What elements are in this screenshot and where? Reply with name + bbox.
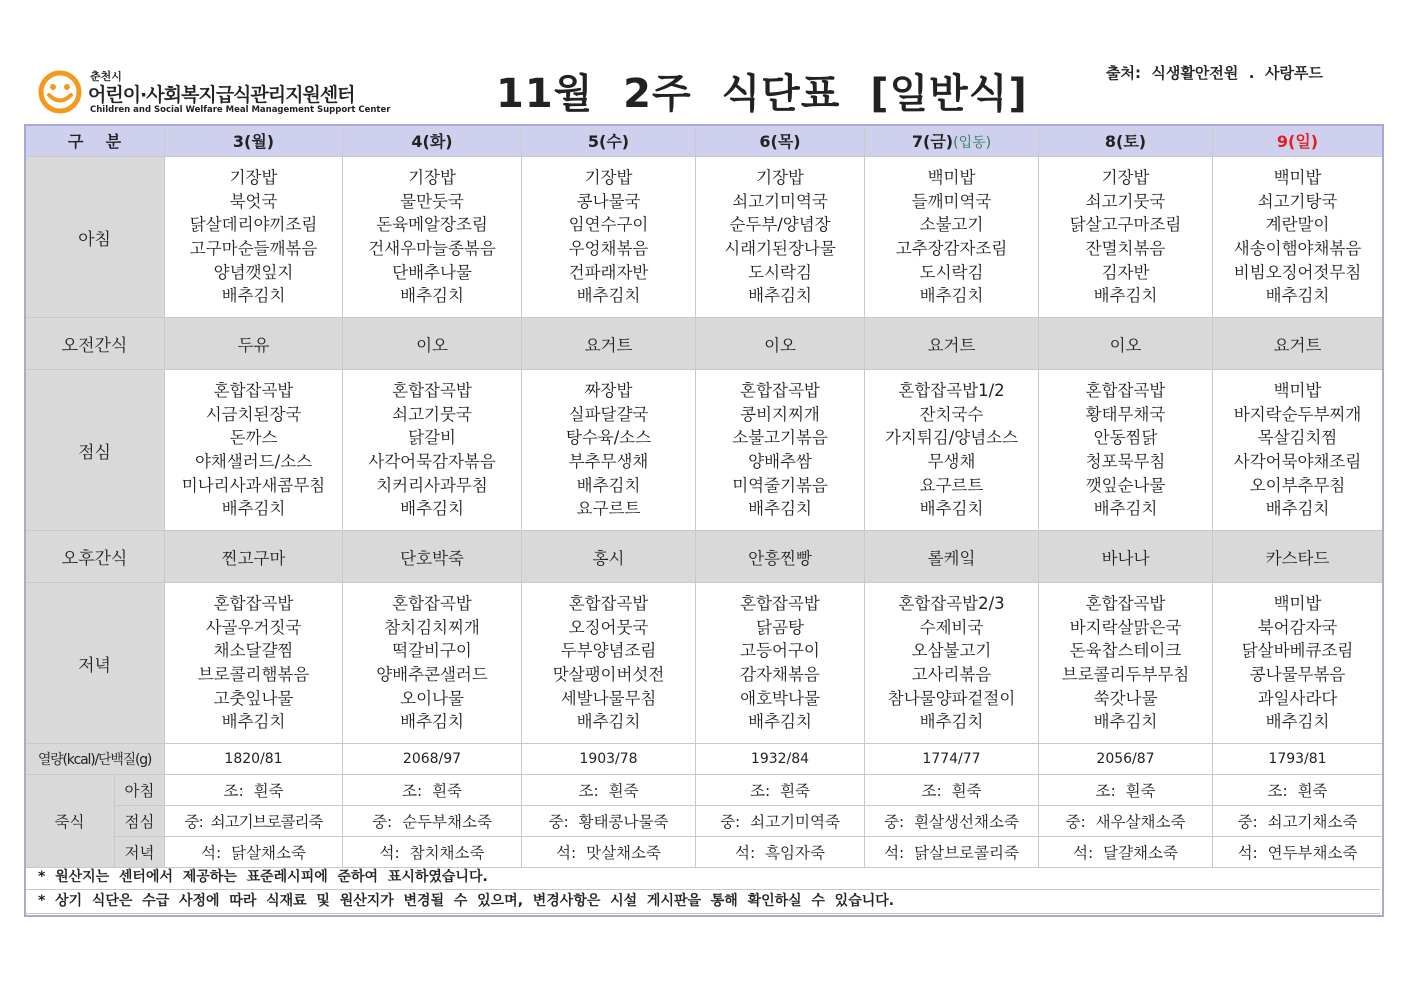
snack-cell: 이오 [343,318,522,370]
porridge-cell: 조: 흰죽 [696,775,865,806]
menu-item: 배추김치 [1265,712,1330,732]
porridge-row-lunch [25,806,1383,837]
porridge-cell: 중: 흰살생선채소죽 [865,806,1039,837]
snack-cell: 바나나 [1039,531,1213,583]
menu-item: 쇠고기뭇국 [392,404,472,424]
menu-item: 요구르트 [576,499,641,519]
row-label-afternoon-snack: 오후간식 [25,531,165,583]
day-header: 5(수) [522,125,696,157]
menu-item: 고춧잎나물 [213,688,294,708]
menu-item: 고구마순들깨볶음 [189,239,318,258]
holiday-note: (입동) [953,135,992,151]
menu-item: 맛살팽이버섯전 [552,665,665,684]
smile-logo-icon [38,70,82,114]
menu-cell [522,157,696,318]
snack-cell: 요거트 [865,318,1039,370]
porridge-cell: 석: 닭살채소죽 [165,837,343,868]
porridge-cell: 조: 흰죽 [1039,775,1213,806]
menu-item: 채소달걀찜 [213,641,294,661]
menu-cell [1213,583,1383,744]
menu-item: 참나물양파겉절이 [887,688,1016,708]
menu-item: 우엉채볶음 [568,239,649,258]
menu-item: 애호박나물 [740,688,820,708]
dinner-row [25,583,1383,744]
menu-item: 미나리사과새콤무침 [181,475,326,495]
menu-item: 기장밥 [756,168,804,188]
row-label-lunch: 점심 [25,370,165,531]
menu-item: 북엇국 [229,191,278,211]
menu-item: 바지락순두부찌개 [1233,404,1362,424]
menu-cell [165,157,343,318]
menu-item: 건새우마늘종볶음 [368,239,496,258]
menu-item: 콩나물무볶음 [1249,665,1346,684]
menu-item: 목살김치찜 [1257,428,1338,448]
footnote-change: * 상기 식단은 수급 사정에 따라 식재료 및 원산지가 변경될 수 있으며, 변경사항은 시설 게시판을 통해 확인하실 수 있습니다. [24,890,1380,914]
row-label-breakfast: 아침 [25,157,165,318]
day-header: 8(토) [1039,125,1213,157]
menu-cell [343,583,522,744]
source-credit: 출처: 식생활안전원 . 사랑푸드 [1106,64,1323,82]
menu-item: 양배추쌈 [748,452,812,471]
snack-cell: 찐고구마 [165,531,343,583]
porridge-cell: 조: 흰죽 [865,775,1039,806]
menu-item: 닭살바베큐조림 [1241,641,1354,661]
menu-item: 부추무생채 [568,452,649,471]
menu-cell [865,583,1039,744]
menu-item: 요구르트 [919,475,984,495]
logo-city: 춘천시 [90,70,122,83]
menu-item: 배추김치 [748,286,812,306]
porridge-cell: 석: 흑임자죽 [696,837,865,868]
menu-item: 가지튀김/양념소스 [884,428,1019,448]
porridge-sublabel: 저녁 [115,837,165,868]
menu-item: 혼합잡곡밥2/3 [898,594,1005,614]
porridge-cell: 조: 흰죽 [1213,775,1383,806]
morning-snack-row [25,318,1383,370]
menu-item: 실파달걀국 [568,404,649,424]
menu-item: 사각어묵감자볶음 [368,452,496,471]
menu-cell [865,157,1039,318]
menu-cell [696,370,865,531]
menu-item: 배추김치 [576,475,641,495]
menu-item: 배추김치 [748,499,812,519]
menu-item: 단배추나물 [392,262,472,282]
day-header: 3(월) [165,125,343,157]
menu-item: 브로콜리두부무침 [1061,665,1190,684]
menu-item: 콩나물국 [576,191,641,211]
menu-item: 도시락김 [748,262,812,282]
menu-item: 배추김치 [400,712,464,732]
menu-item: 무생채 [927,452,976,471]
porridge-cell: 조: 흰죽 [522,775,696,806]
afternoon-snack-row [25,531,1383,583]
menu-item: 닭살고구마조림 [1069,215,1182,235]
menu-item: 배추김치 [1093,286,1158,306]
menu-item: 떡갈비구이 [392,641,472,661]
porridge-sublabel: 점심 [115,806,165,837]
menu-item: 배추김치 [221,712,286,732]
menu-item: 오징어뭇국 [568,617,649,637]
porridge-cell: 조: 흰죽 [165,775,343,806]
footnote-origin: * 원산지는 센터에서 제공하는 표준레시피에 준하여 표시하였습니다. [24,866,1380,890]
menu-item: 쇠고기탕국 [1257,191,1338,211]
menu-item: 탕수육/소스 [565,428,652,448]
menu-item: 도시락김 [919,262,984,282]
menu-cell [165,583,343,744]
menu-item: 배추김치 [400,286,464,306]
menu-item: 배추김치 [919,286,984,306]
menu-item: 소불고기볶음 [732,428,828,448]
menu-item: 브로콜리햄볶음 [197,665,310,684]
snack-cell: 롤케잌 [865,531,1039,583]
day-header: 6(목) [696,125,865,157]
menu-cell [1039,583,1213,744]
menu-item: 두부양념조림 [560,641,657,661]
menu-item: 쑥갓나물 [1093,688,1158,708]
nutrition-cell: 1903/78 [522,744,696,775]
menu-item: 쇠고기뭇국 [1085,191,1166,211]
menu-item: 시래기된장나물 [724,239,836,258]
porridge-cell: 중: 순두부채소죽 [343,806,522,837]
menu-item: 안동찜닭 [1093,428,1158,448]
porridge-cell: 중: 쇠고기브로콜리죽 [165,806,343,837]
menu-item: 청포묵무침 [1085,452,1166,471]
menu-item: 미역줄기볶음 [732,475,828,495]
menu-item: 오이나물 [400,688,464,708]
category-header: 구 분 [25,125,165,157]
nutrition-cell: 2068/97 [343,744,522,775]
porridge-cell: 석: 맛살채소죽 [522,837,696,868]
menu-item: 돈육찹스테이크 [1069,641,1182,661]
menu-item: 과일사라다 [1257,688,1338,708]
menu-item: 배추김치 [221,286,286,306]
menu-item: 배추김치 [919,499,984,519]
nutrition-cell: 2056/87 [1039,744,1213,775]
menu-item: 혼합잡곡밥 [392,594,472,614]
nutrition-row [25,744,1383,775]
porridge-cell: 중: 새우살채소죽 [1039,806,1213,837]
row-label-nutrition: 열량(kcal)/단백질(g) [25,744,165,775]
menu-item: 야채샐러드/소스 [194,452,313,471]
menu-cell [343,157,522,318]
menu-item: 돈까스 [229,428,278,448]
logo-english: Children and Social Welfare Meal Management Support Center [90,105,391,115]
menu-item: 배추김치 [576,286,641,306]
menu-item: 계란말이 [1265,215,1330,235]
day-header: 7(금)(입동) [865,125,1039,157]
menu-item: 기장밥 [1101,168,1150,188]
menu-cell [1039,157,1213,318]
menu-item: 치커리사과무침 [376,475,488,495]
menu-item: 소불고기 [919,215,984,235]
snack-cell: 단호박죽 [343,531,522,583]
menu-item: 기장밥 [229,168,278,188]
menu-item: 오삼불고기 [911,641,992,661]
menu-item: 김자반 [1101,262,1150,282]
menu-item: 배추김치 [919,712,984,732]
menu-item: 쇠고기미역국 [732,191,828,211]
menu-item: 혼합잡곡밥 [213,594,294,614]
porridge-cell: 중: 쇠고기미역죽 [696,806,865,837]
lunch-row [25,370,1383,531]
menu-item: 백미밥 [927,168,976,188]
snack-cell: 두유 [165,318,343,370]
menu-item: 닭곰탕 [756,617,804,637]
nutrition-cell: 1774/77 [865,744,1039,775]
menu-item: 들깨미역국 [911,191,992,211]
menu-cell [522,370,696,531]
menu-item: 배추김치 [1093,712,1158,732]
menu-item: 혼합잡곡밥 [1085,594,1166,614]
menu-item: 세발나물무침 [560,688,657,708]
menu-item: 양념깻잎지 [213,262,294,282]
menu-item: 배추김치 [1265,499,1330,519]
menu-item: 고사리볶음 [911,665,992,684]
menu-item: 배추김치 [400,499,464,519]
menu-item: 백미밥 [1273,594,1322,614]
menu-item: 사각어묵야채조림 [1233,452,1362,471]
menu-item: 황태무채국 [1085,404,1166,424]
menu-table [24,124,1383,868]
menu-item: 혼합잡곡밥1/2 [898,381,1005,401]
day-header-row [25,125,1383,157]
menu-item: 닭살데리야끼조림 [189,215,318,235]
menu-item: 깻잎순나물 [1085,475,1166,495]
menu-item: 시금치된장국 [205,404,302,424]
menu-item: 건파래자반 [568,262,649,282]
snack-cell: 이오 [696,318,865,370]
menu-item: 기장밥 [408,168,456,188]
menu-item: 백미밥 [1273,168,1322,188]
menu-item: 백미밥 [1273,381,1322,401]
menu-item: 혼합잡곡밥 [1085,381,1166,401]
porridge-cell: 석: 닭살브로콜리죽 [865,837,1039,868]
menu-item: 배추김치 [1265,286,1330,306]
menu-cell [696,157,865,318]
menu-item: 고추장감자조림 [895,239,1008,258]
breakfast-row [25,157,1383,318]
menu-item: 순두부/양념장 [729,215,831,235]
menu-item: 물만둣국 [400,191,464,211]
menu-item: 고등어구이 [740,641,820,661]
menu-cell [865,370,1039,531]
menu-item: 바지락살맑은국 [1069,617,1182,637]
menu-item: 감자채볶음 [740,665,820,684]
porridge-cell: 석: 달걀채소죽 [1039,837,1213,868]
menu-item: 비빔오징어젓무침 [1233,262,1362,282]
snack-cell: 요거트 [1213,318,1383,370]
menu-item: 콩비지찌개 [740,404,820,424]
nutrition-cell: 1793/81 [1213,744,1383,775]
menu-item: 양배추콘샐러드 [376,665,488,684]
logo-name: 어린이·사회복지급식관리지원센터 [88,84,355,106]
menu-cell [165,370,343,531]
page-title: 11월 2주 식단표 [일반식] [496,71,1028,117]
porridge-row-breakfast [25,775,1383,806]
snack-cell: 요거트 [522,318,696,370]
menu-item: 수제비국 [919,617,984,637]
snack-cell: 홍시 [522,531,696,583]
day-header: 4(화) [343,125,522,157]
menu-item: 배추김치 [748,712,812,732]
nutrition-cell: 1820/81 [165,744,343,775]
footnotes [24,866,1380,914]
row-label-dinner: 저녁 [25,583,165,744]
porridge-row-dinner [25,837,1383,868]
center-logo [38,66,398,118]
menu-item: 짜장밥 [584,381,633,401]
porridge-cell: 석: 연두부채소죽 [1213,837,1383,868]
menu-cell [696,583,865,744]
page-header [0,0,1403,124]
menu-item: 혼합잡곡밥 [568,594,649,614]
menu-item: 참치김치찌개 [384,617,480,637]
menu-cell [1039,370,1213,531]
day-header: 9(일) [1213,125,1383,157]
menu-item: 북어감자국 [1257,617,1338,637]
porridge-cell: 조: 흰죽 [343,775,522,806]
menu-item: 배추김치 [1093,499,1158,519]
row-label-porridge: 죽식 [25,775,115,868]
menu-item: 혼합잡곡밥 [213,381,294,401]
porridge-sublabel: 아침 [115,775,165,806]
menu-item: 오이부추무침 [1249,475,1346,495]
row-label-morning-snack: 오전간식 [25,318,165,370]
menu-item: 새송이햄야채볶음 [1233,239,1362,258]
snack-cell: 이오 [1039,318,1213,370]
nutrition-cell: 1932/84 [696,744,865,775]
menu-item: 배추김치 [576,712,641,732]
menu-cell [1213,157,1383,318]
menu-item: 돈육메알장조림 [376,215,488,235]
snack-cell: 안흥찐빵 [696,531,865,583]
menu-item: 기장밥 [584,168,633,188]
menu-item: 사골우거짓국 [205,617,302,637]
menu-item: 혼합잡곡밥 [740,594,820,614]
porridge-cell: 중: 쇠고기채소죽 [1213,806,1383,837]
menu-item: 혼합잡곡밥 [740,381,820,401]
menu-item: 잔치국수 [919,404,984,424]
menu-cell [343,370,522,531]
menu-item: 잔멸치볶음 [1085,239,1166,258]
menu-item: 혼합잡곡밥 [392,381,472,401]
snack-cell: 카스타드 [1213,531,1383,583]
porridge-cell: 석: 참치채소죽 [343,837,522,868]
porridge-cell: 중: 황태콩나물죽 [522,806,696,837]
menu-item: 임연수구이 [568,215,649,235]
menu-item: 닭갈비 [408,428,456,448]
menu-item: 배추김치 [221,499,286,519]
menu-cell [522,583,696,744]
menu-cell [1213,370,1383,531]
